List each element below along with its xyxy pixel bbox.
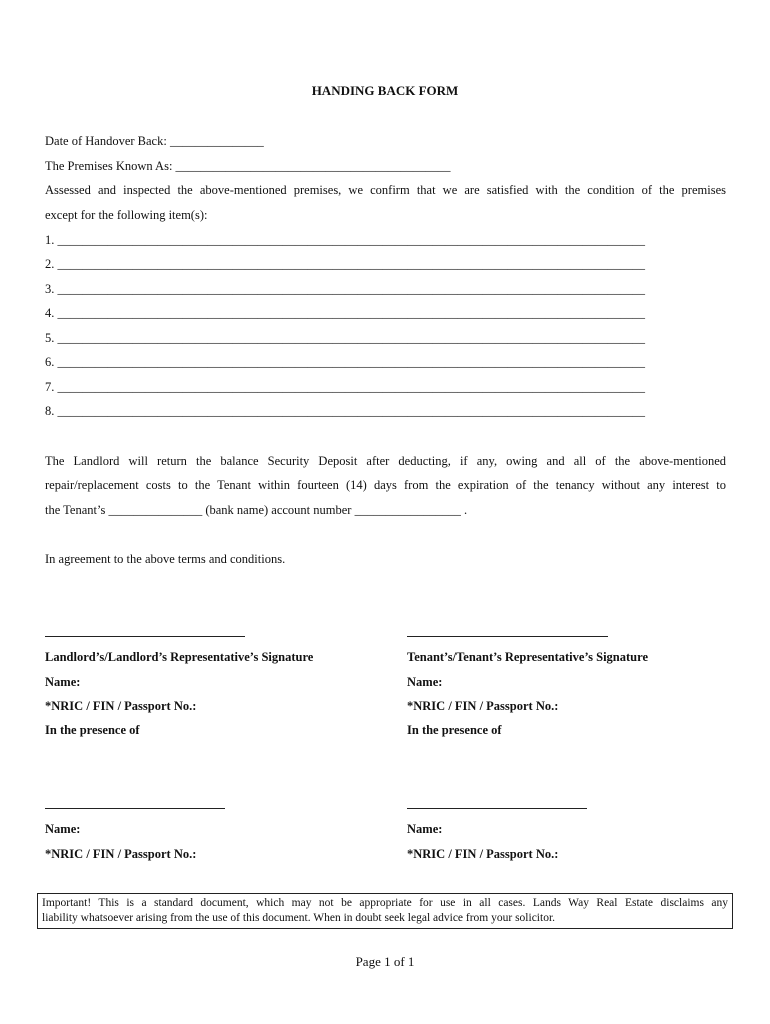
defect-item-5: 5. ______________________________________________________________________________________________ <box>45 331 645 345</box>
page-number: Page 1 of 1 <box>355 954 415 969</box>
defect-item-8: 8. ______________________________________________________________________________________________ <box>45 404 645 418</box>
landlord-witness-id-label: *NRIC / FIN / Passport No.: <box>45 847 197 861</box>
defect-item-4: 4. ______________________________________________________________________________________________ <box>45 306 645 320</box>
landlord-presence-label: In the presence of <box>45 723 140 737</box>
defect-item-7: 7. ______________________________________________________________________________________________ <box>45 380 645 394</box>
agreement-text: In agreement to the above terms and conditions. <box>45 552 286 566</box>
landlord-id-label: *NRIC / FIN / Passport No.: <box>45 699 197 713</box>
deposit-text-line-2: repair/replacement costs to the Tenant within fourteen (14) days from the expiration of the tenancy without any interest to <box>45 478 726 492</box>
defect-item-3: 3. ______________________________________________________________________________________________ <box>45 282 645 296</box>
premises-field: The Premises Known As: ____________________________________________ <box>45 159 451 173</box>
tenant-signature-line <box>407 636 608 637</box>
deposit-text-line-3: the Tenant’s _______________ (bank name) account number _________________ . <box>45 503 468 517</box>
form-title: HANDING BACK FORM <box>311 83 459 98</box>
tenant-witness-id-label: *NRIC / FIN / Passport No.: <box>407 847 559 861</box>
landlord-witness-signature-line <box>45 808 225 809</box>
assessment-text-line-2: except for the following item(s): <box>45 208 208 222</box>
tenant-id-label: *NRIC / FIN / Passport No.: <box>407 699 559 713</box>
disclaimer-line-1: Important! This is a standard document, which may not be appropriate for use in all cases. Lands Way Real Estate disclaims any <box>42 897 728 909</box>
tenant-name-label: Name: <box>407 675 443 689</box>
tenant-presence-label: In the presence of <box>407 723 502 737</box>
handover-date-field: Date of Handover Back: _______________ <box>45 134 264 148</box>
landlord-signature-label: Landlord’s/Landlord’s Representative’s Signature <box>45 650 314 664</box>
landlord-name-label: Name: <box>45 675 81 689</box>
assessment-text-line-1: Assessed and inspected the above-mentioned premises, we confirm that we are satisfied with the condition of the premises <box>45 183 726 197</box>
landlord-signature-line <box>45 636 245 637</box>
disclaimer-line-2: liability whatsoever arising from the use of this document. When in doubt seek legal advice from your solicitor. <box>42 912 556 924</box>
deposit-text-line-1: The Landlord will return the balance Security Deposit after deducting, if any, owing and all of the above-mentioned <box>45 454 726 468</box>
defect-item-1: 1. ______________________________________________________________________________________________ <box>45 233 645 247</box>
tenant-witness-name-label: Name: <box>407 822 443 836</box>
tenant-witness-signature-line <box>407 808 587 809</box>
disclaimer-notice <box>37 893 733 929</box>
landlord-witness-name-label: Name: <box>45 822 81 836</box>
tenant-signature-label: Tenant’s/Tenant’s Representative’s Signature <box>407 650 648 664</box>
defect-item-2: 2. ______________________________________________________________________________________________ <box>45 257 645 271</box>
defect-item-6: 6. ______________________________________________________________________________________________ <box>45 355 645 369</box>
